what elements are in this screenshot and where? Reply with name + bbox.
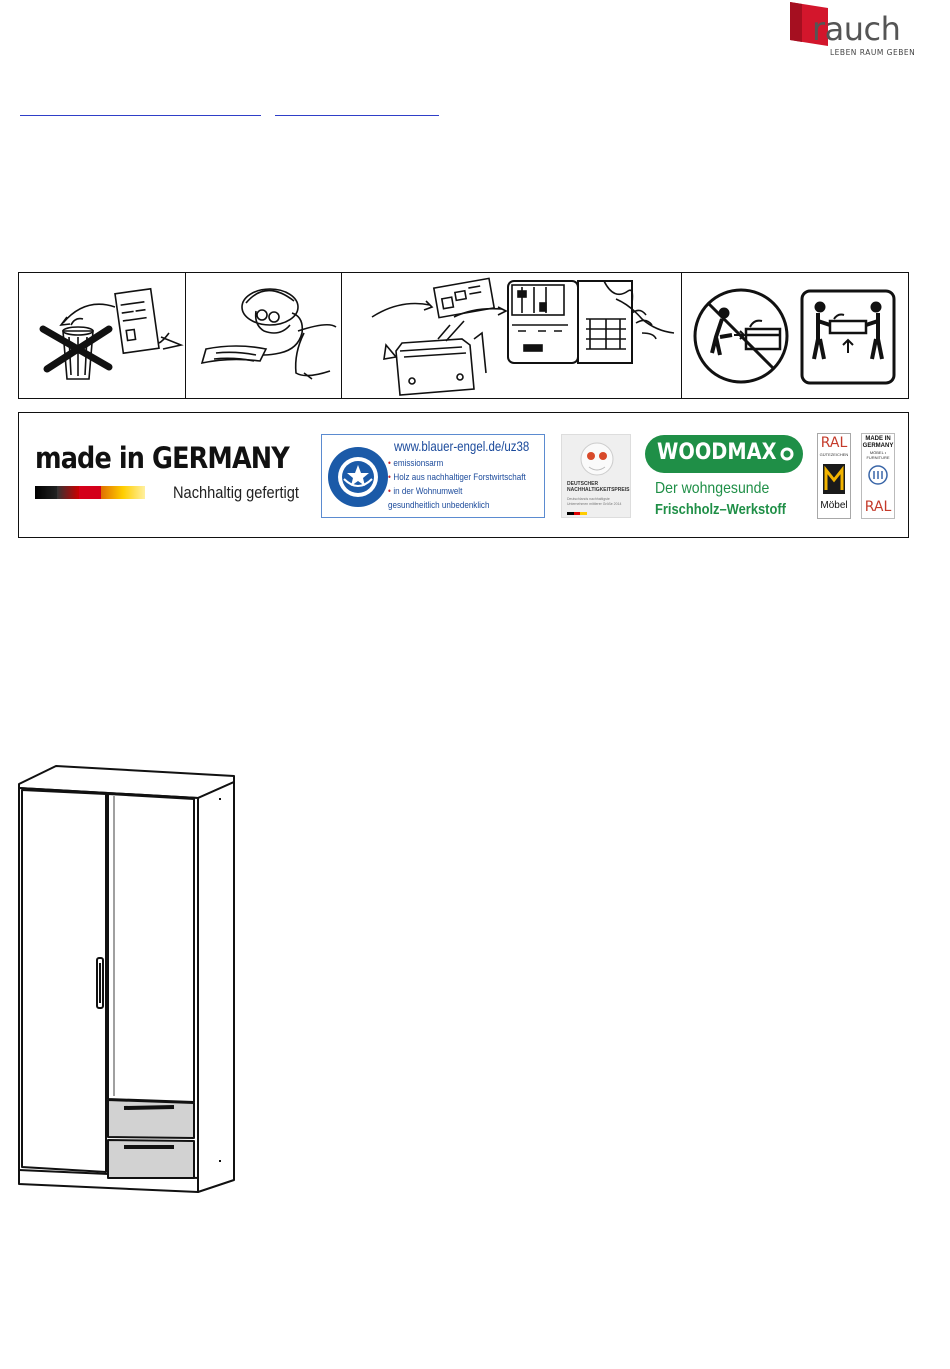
- lift-furniture-icon: [802, 291, 894, 383]
- blauer-engel-points: [388, 457, 548, 513]
- read-instructions-icon: [186, 273, 342, 398]
- woodmax-pill: [645, 435, 803, 473]
- ral-mig-bottom: RAL: [864, 499, 892, 515]
- german-flag-gradient: [35, 486, 145, 499]
- made-in-germany-title: made in GERMANY: [35, 441, 289, 475]
- ral-moebel-badge: [817, 433, 851, 519]
- ral-mig-title: MADE IN GERMANY: [862, 436, 894, 449]
- keep-instructions-in-folder-icon: [342, 273, 682, 398]
- woodmax-line-2: Frischholz–Werkstoff: [655, 501, 786, 518]
- woodmax-dot-icon: [779, 446, 795, 462]
- certification-strip: [18, 412, 909, 538]
- instruction-pictogram-strip: [18, 272, 909, 399]
- award-subtitle: Deutschlands nachhaltigste Unternehmen mittlerer Größe 2014: [567, 497, 622, 506]
- made-in-germany-label: [35, 441, 324, 502]
- nachhaltigkeitspreis-badge: [561, 434, 631, 518]
- woodmax-label: [645, 434, 805, 518]
- woodmax-line-1: Der wohngesunde: [655, 480, 770, 497]
- blauer-engel-seal-icon: [326, 439, 390, 515]
- ral-moebel-bottom: Möbel: [820, 500, 848, 511]
- award-title: DEUTSCHER NACHHALTIGKEITSPREIS: [567, 481, 630, 493]
- blauer-engel-point: • Holz aus nachhaltiger Forstwirtschaft: [388, 472, 526, 483]
- award-trophy-icon: [579, 441, 615, 477]
- header-link-1[interactable]: [20, 115, 261, 116]
- ral-made-in-germany-badge: [861, 433, 895, 519]
- pictogram-handling: [682, 273, 908, 398]
- rauch-logo: [786, 2, 916, 60]
- pictogram-keep-instructions: [342, 273, 682, 398]
- header-link-2[interactable]: [275, 115, 439, 116]
- ral-mig-sub: MÖBEL • FURNITURE: [866, 450, 890, 460]
- wardrobe-drawing: [14, 760, 240, 1196]
- pictogram-do-not-discard: [19, 273, 186, 398]
- do-not-discard-instructions-icon: [19, 273, 186, 398]
- woodmax-name: WOODMAX: [657, 440, 777, 465]
- brand-tagline: LEBEN RAUM GEBEN: [830, 48, 916, 57]
- pictogram-read-instructions: [186, 273, 342, 398]
- ral-m-icon: [823, 464, 845, 494]
- ral-moebel-label: GÜTEZEICHEN: [819, 452, 849, 457]
- ral-moebel-top: RAL: [820, 435, 848, 451]
- blauer-engel-point: • emissionsarm: [388, 458, 444, 469]
- brand-name: rauch: [812, 10, 901, 48]
- blauer-engel-label: [321, 434, 545, 518]
- blauer-engel-point: • in der Wohnumwelt gesundheitlich unbedenklich: [388, 486, 490, 511]
- award-flag-bar: [567, 512, 587, 515]
- ral-seal-icon: [868, 464, 888, 486]
- blauer-engel-url: www.blauer-engel.de/uz38: [394, 438, 530, 454]
- do-not-push-furniture-icon: [682, 273, 908, 398]
- made-in-germany-subtitle: Nachhaltig gefertigt: [173, 483, 299, 502]
